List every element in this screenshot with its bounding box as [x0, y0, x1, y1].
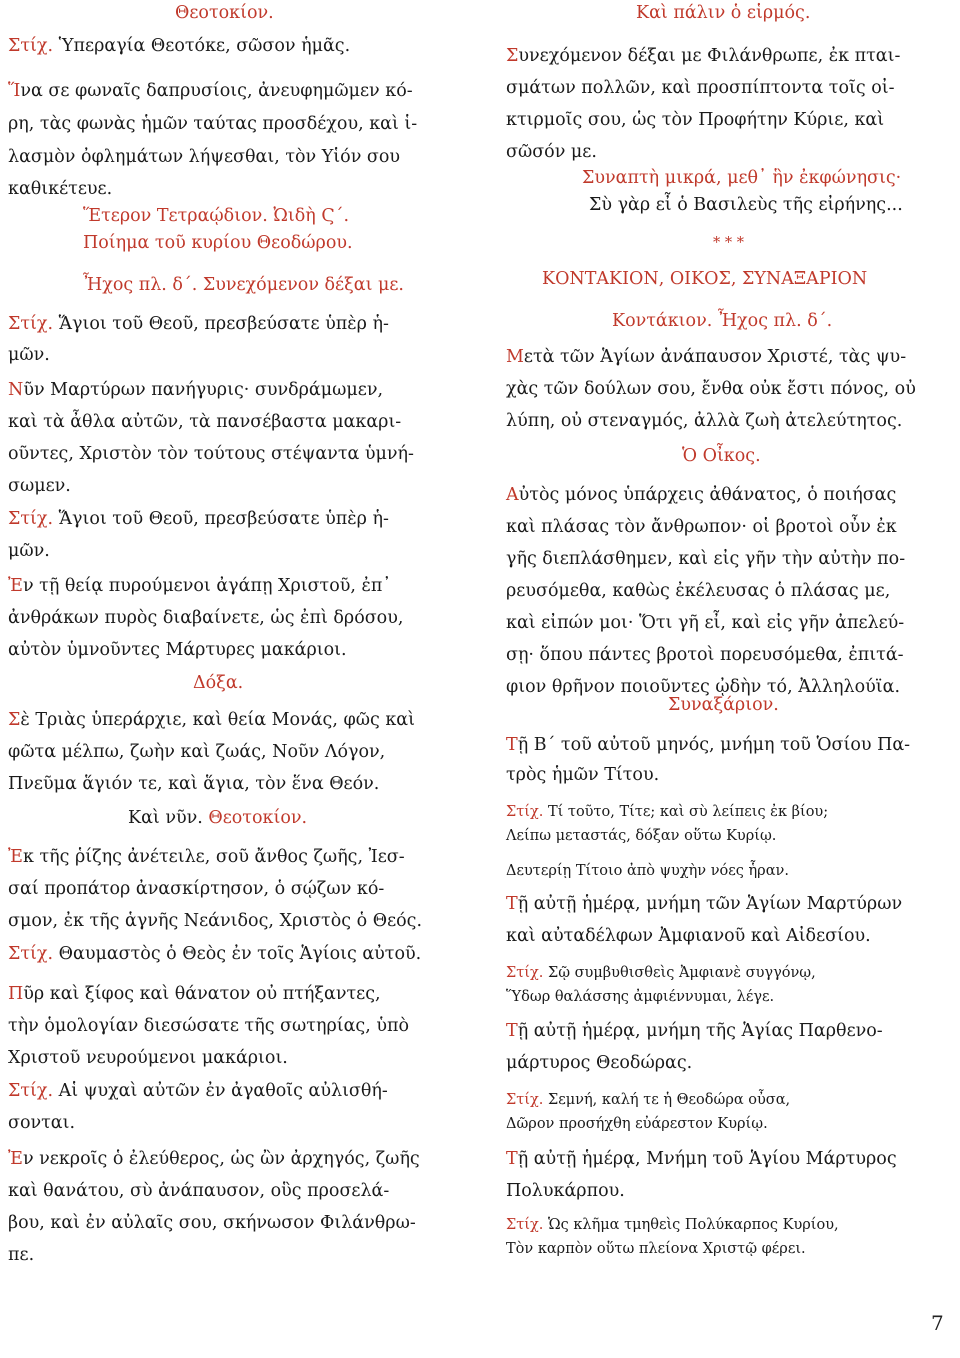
text-line [8, 379, 383, 401]
text-line [8, 146, 400, 168]
rubric-heading: * * * [713, 235, 744, 251]
line-text: αὐτὸν ὑμνοῦντες Μάρτυρες μακάριοι. [8, 640, 347, 660]
line-text: καὶ εἰπών μοι· Ὅτι γῆ εἶ, καὶ εἰς γῆν ἀπελεύ- [506, 613, 905, 633]
initial-letter: Σ [8, 710, 21, 730]
verse-label: Στίχ. [8, 509, 54, 529]
line-text: σωμεν. [8, 476, 71, 496]
text-line [193, 672, 243, 694]
rubric-heading: Συναξάριον. [668, 695, 779, 715]
initial-letter: Σ [506, 46, 519, 66]
text-line [128, 807, 307, 829]
initial-letter: Ν [8, 380, 24, 400]
text-line [506, 141, 597, 163]
line-text: ῦν Μαρτύρων πανήγυρις· συνδράμωμεν, [23, 380, 384, 400]
line-text: τρὸς ἡμῶν Τίτου. [506, 765, 660, 785]
text-line [506, 45, 900, 67]
text-line [506, 346, 906, 368]
line-text: σῃ· ὅπου πάντες βροτοὶ πορευσόμεθα, ἐπιτά- [506, 645, 904, 665]
line-text: καὶ αὐταδέλφων Ἀμφιανοῦ καὶ Αἰδεσίου. [506, 926, 871, 946]
rubric-label: Θεοτοκίον. [208, 808, 308, 828]
text-line [612, 310, 832, 332]
text-line [506, 986, 774, 1008]
text-line [506, 962, 816, 984]
verse-label: Στίχ. [506, 1092, 544, 1108]
verse-label: Στίχ. [8, 314, 54, 334]
line-text: ἀνθράκων πυρὸς διαβαίνετε, ὡς ἐπὶ δρόσου, [8, 608, 404, 628]
text-line [83, 205, 349, 227]
text-line [506, 77, 895, 99]
line-text: Αἱ ψυχαὶ αὐτῶν ἐν ἀγαθοῖς αὐλισθή- [53, 1081, 388, 1101]
line-text: υνεχόμενον δέξαι με Φιλάνθρωπε, ἐκ πται- [518, 46, 901, 66]
line-text: μῶν. [8, 345, 50, 365]
line-text: Τί τοῦτο, Τίτε; καὶ σὺ λείπεις ἐκ βίου; [543, 804, 829, 820]
line-text: τὴν ὁμολογίαν διεσώσατε τῆς σωτηρίας, ὑπὸ [8, 1016, 410, 1036]
text-line [506, 925, 871, 947]
line-text: Δευτερίῃ Τίτοιο ἀπὸ ψυχὴν νόες ἧραν. [506, 863, 789, 879]
initial-letter: Ἐ [8, 847, 23, 867]
line-text: γῆς διεπλάσθημεν, καὶ εἰς γῆν τὴν αὐτὴν πο- [506, 549, 906, 569]
line-text: οῦντες, Χριστὸν τὸν τούτους στέψαντα ὑμνή- [8, 444, 414, 464]
initial-letter: Π [8, 984, 24, 1004]
text-line [668, 694, 779, 716]
initial-letter: Μ [506, 347, 524, 367]
text-line [506, 893, 902, 915]
text-line [8, 943, 421, 965]
text-line [506, 644, 904, 666]
text-line [8, 1212, 416, 1234]
line-text: ν τῇ θείᾳ πυρούμενοι ἀγάπῃ Χριστοῦ, ἐπ᾽ [22, 576, 392, 596]
text-line [506, 580, 890, 602]
text-line [8, 575, 391, 597]
text-line [506, 801, 828, 823]
text-line [506, 1214, 839, 1236]
text-line [506, 825, 776, 847]
line-text: σμον, ἐκ τῆς ἁγνῆς Νεάνιδος, Χριστὸς ὁ Θεός. [8, 911, 423, 931]
line-text: Σεμνή, καλή τε ἡ Θεοδώρα οὖσα, [543, 1092, 791, 1108]
rubric-heading: Καὶ πάλιν ὁ εἱρμός. [636, 3, 811, 23]
initial-letter: Α [506, 485, 519, 505]
text-line [175, 2, 274, 24]
initial-letter: Ἵ [8, 81, 21, 101]
text-line [8, 1112, 75, 1134]
line-text: ὲ Τριὰς ὑπεράρχιε, καὶ θεία Μονάς, φῶς καὶ [20, 710, 415, 730]
text-line [506, 548, 905, 570]
text-line [8, 113, 417, 135]
initial-letter: Τ [506, 1021, 518, 1041]
text-line [682, 445, 761, 467]
text-line [506, 1020, 883, 1042]
text-line [8, 878, 384, 900]
text-line [8, 508, 389, 530]
verse-label: Στίχ. [8, 1081, 54, 1101]
text-line [8, 709, 415, 731]
initial-letter: Τ [506, 1149, 518, 1169]
line-text: σμάτων πολλῶν, καὶ προσπίπτοντα τοῖς οἰ- [506, 78, 895, 98]
text-line [8, 607, 403, 629]
line-text: Σῷ συμβυθισθεὶς Ἀμφιανὲ συγγόνῳ, [543, 965, 816, 981]
text-line [582, 167, 901, 189]
line-text: φιον θρῆνον ποιοῦντες ᾠδὴν τό, Ἀλληλούϊα. [506, 677, 901, 697]
rubric-heading: Ἕτερον Τετραῴδιον. Ὠιδὴ Ϛ´. [83, 206, 350, 226]
line-text: σαί προπάτορ ἀνασκίρτησον, ὁ σῴζων κό- [8, 879, 385, 899]
line-text: Πολυκάρπου. [506, 1181, 625, 1201]
text-line [8, 773, 379, 795]
text-line [506, 1089, 790, 1111]
line-text: Θαυμαστὸς ὁ Θεὸς ἐν τοῖς Ἁγίοις αὐτοῦ. [53, 944, 422, 964]
text-line [636, 2, 810, 24]
text-line [8, 344, 50, 366]
verse-label: Στίχ. [8, 944, 54, 964]
verse-label: Στίχ. [506, 804, 544, 820]
text-line [8, 475, 71, 497]
line-text: καθικέτευε. [8, 179, 113, 199]
line-text: μῶν. [8, 541, 50, 561]
text-line [506, 1113, 768, 1135]
line-text: κτιρμοῖς σου, ὡς τὸν Προφήτην Κύριε, καὶ [506, 110, 885, 130]
text-line [8, 1180, 389, 1202]
text-line [8, 846, 405, 868]
text-line [8, 1015, 409, 1037]
line-text: Ὡς κλῆμα τμηθεὶς Πολύκαρπος Κυρίου, [543, 1217, 839, 1233]
line-text: βου, καὶ ἐν αὐλαῖς σου, σκήνωσον Φιλάνθρω- [8, 1213, 416, 1233]
text-line [8, 1047, 288, 1069]
text-line [8, 1244, 34, 1266]
line-text: χὰς τῶν δούλων σου, ἔνθα οὐκ ἔστι πόνος, οὐ [506, 379, 916, 399]
line-text: Πνεῦμα ἅγιόν τε, καὶ ἅγια, τὸν ἕνα Θεόν. [8, 774, 380, 794]
line-text: Λείπω μεταστάς, δόξαν οὕτω Κυρίῳ. [506, 828, 777, 844]
line-text: Ὑπεραγία Θεοτόκε, σῶσον ἡμᾶς. [53, 36, 351, 56]
text-line [506, 410, 902, 432]
line-text: Ἅγιοι τοῦ Θεοῦ, πρεσβεύσατε ὑπὲρ ἡ- [53, 509, 389, 529]
line-text: μάρτυρος Θεοδώρας. [506, 1053, 693, 1073]
line-text: σῶσόν με. [506, 142, 597, 162]
line-text: ετὰ τῶν Ἁγίων ἀνάπαυσον Χριστέ, τὰς ψυ- [523, 347, 907, 367]
rubric-heading: Κοντάκιον. Ἦχος πλ. δ´. [612, 311, 833, 331]
initial-letter: Τ [506, 894, 518, 914]
line-text: καὶ θανάτου, σὺ ἀνάπαυσον, οὓς προσελά- [8, 1181, 390, 1201]
text-line [8, 35, 350, 57]
text-line [506, 516, 897, 538]
line-text: Σὺ γὰρ εἶ ὁ Βασιλεὺς τῆς εἰρήνης... [589, 195, 903, 215]
line-text: λασμὸν ὀφλημάτων λήψεσθαι, τὸν Υἱόν σου [8, 147, 401, 167]
text-line [506, 764, 659, 786]
rubric-heading: Ὁ Οἶκος. [682, 446, 761, 466]
text-line [506, 1148, 897, 1170]
text-line [506, 1180, 625, 1202]
line-text: ῦρ καὶ ξίφος καὶ θάνατον οὐ πτήξαντες, [23, 984, 381, 1004]
text-line [8, 639, 347, 661]
page-number: 7 [931, 1311, 944, 1335]
line-text: ν νεκροῖς ὁ ἐλεύθερος, ὡς ὢν ἀρχηγός, ζωῆς [22, 1149, 420, 1169]
line-text: ῇ Β´ τοῦ αὐτοῦ μηνός, μνήμη τοῦ Ὁσίου Πα- [517, 735, 911, 755]
line-text: ρευσόμεθα, καθὼς ἐκέλευσας ὁ πλάσας με, [506, 581, 891, 601]
text-line [506, 1052, 692, 1074]
text-line [8, 1148, 420, 1170]
line-text: κ τῆς ῥίζης ἀνέτειλε, σοῦ ἄνθος ζωῆς, Ἰεσ- [22, 847, 405, 867]
text-line [8, 80, 413, 102]
initial-letter: Ἐ [8, 576, 23, 596]
text-line [8, 540, 50, 562]
line-text: καὶ τὰ ἆθλα αὐτῶν, τὰ πανσέβαστα μακαρι- [8, 412, 402, 432]
text-line [506, 378, 916, 400]
rubric-heading: Θεοτοκίον. [175, 3, 274, 23]
line-text: Ὕδωρ θαλάσσης ἀμφιέννυμαι, λέγε. [506, 989, 775, 1005]
line-text: Δῶρον προσήχθη εὐάρεστον Κυρίῳ. [506, 1116, 768, 1132]
text-line [8, 411, 401, 433]
line-text: Χριστοῦ νευρούμενοι μακάριοι. [8, 1048, 288, 1068]
line-text: ρη, τὰς φωνὰς ἡμῶν ταύτας προσδέχου, καὶ ἱ- [8, 114, 418, 134]
rubric-heading: ΚΟΝΤΑΚΙΟΝ, ΟΙΚΟΣ, ΣΥΝΑΞΑΡΙΟΝ [542, 269, 868, 289]
text-line [8, 313, 389, 335]
line-text: φῶτα μέλπω, ζωὴν καὶ ζωάς, Νοῦν Λόγον, [8, 742, 386, 762]
verse-label: Στίχ. [506, 1217, 544, 1233]
verse-label: Στίχ. [506, 965, 544, 981]
rubric-heading: Δόξα. [193, 673, 244, 693]
text-line [506, 1238, 806, 1260]
text-line [542, 268, 867, 290]
text-line [506, 734, 910, 756]
line-text: σονται. [8, 1113, 76, 1133]
initial-letter: Τ [506, 735, 518, 755]
text-line [8, 983, 381, 1005]
initial-letter: Ἐ [8, 1149, 23, 1169]
text-line [8, 178, 112, 200]
text-line [506, 612, 904, 634]
line-text: ὐτὸς μόνος ὑπάρχεις ἀθάνατος, ὁ ποιήσας [518, 485, 897, 505]
line-text: λύπη, οὐ στεναγμός, ἀλλὰ ζωὴ ἀτελεύτητος. [506, 411, 903, 431]
text-line [713, 232, 744, 254]
text-line [506, 860, 789, 882]
line-text: καὶ πλάσας τὸν ἄνθρωπον· οἱ βροτοὶ οὖν ἐκ [506, 517, 897, 537]
rubric-heading: Συναπτὴ μικρά, μεθ᾽ ἣν ἐκφώνησις· [582, 168, 902, 188]
rubric-heading: Ἦχος πλ. δ´. Συνεχόμενον δέξαι με. [83, 275, 404, 295]
text-line [506, 484, 896, 506]
line-text: ῇ αὐτῇ ἡμέρᾳ, μνήμη τῶν Ἁγίων Μαρτύρων [517, 894, 903, 914]
line-text: ῇ αὐτῇ ἡμέρᾳ, μνήμη τῆς Ἁγίας Παρθενο- [517, 1021, 883, 1041]
text-line [506, 109, 884, 131]
text-line [8, 443, 414, 465]
text-line [8, 741, 385, 763]
line-text: Καὶ νῦν. [128, 808, 209, 828]
line-text: να σε φωναῖς δαπρυσίοις, ἀνευφημῶμεν κό- [20, 81, 413, 101]
line-text: Ἅγιοι τοῦ Θεοῦ, πρεσβεύσατε ὑπὲρ ἡ- [53, 314, 389, 334]
text-line [83, 274, 404, 296]
rubric-heading: Ποίημα τοῦ κυρίου Θεοδώρου. [83, 233, 353, 253]
line-text: Τὸν καρπὸν οὕτω πλείονα Χριστῷ φέρει. [506, 1241, 806, 1257]
verse-label: Στίχ. [8, 36, 54, 56]
text-line [589, 194, 903, 216]
line-text: πε. [8, 1245, 35, 1265]
text-line [8, 1080, 388, 1102]
line-text: ῇ αὐτῇ ἡμέρᾳ, Μνήμη τοῦ Ἁγίου Μάρτυρος [517, 1149, 897, 1169]
text-line [8, 910, 422, 932]
text-line [83, 232, 353, 254]
